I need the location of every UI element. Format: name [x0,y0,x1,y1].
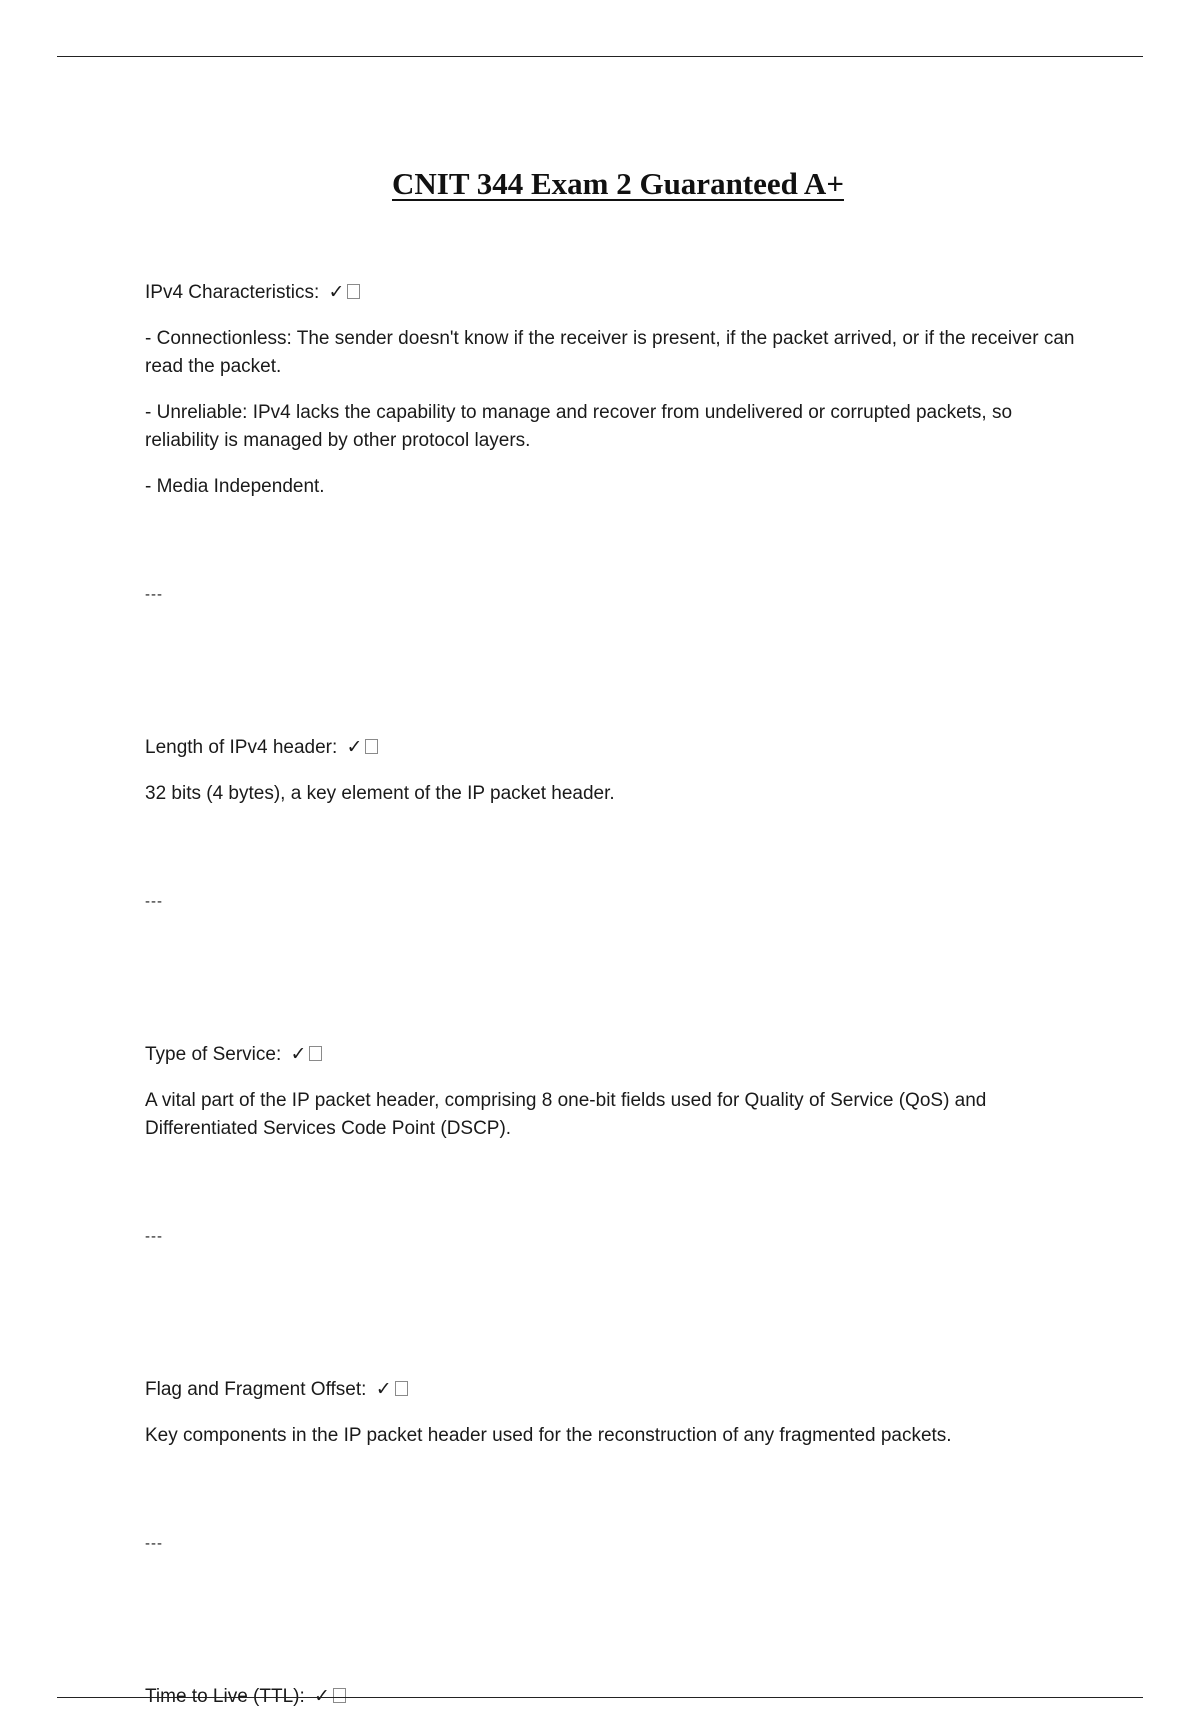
question-label: Time to Live (TTL): [145,1686,305,1707]
check-icon: ✓ [314,1685,330,1707]
checkbox-icon [347,284,360,299]
separator-block [145,1450,1085,1682]
document-body [145,278,1085,1729]
answer-line: - Media Independent. [145,476,325,497]
footer-rule [57,1697,1143,1698]
checkbox-icon [333,1688,346,1703]
separator-block [145,808,1085,1040]
checkbox-icon [309,1046,322,1061]
check-icon: ✓ [346,736,363,758]
answer-line: 32 bits (4 bytes), a key element of the IP packet header. [145,783,615,804]
question-heading [145,1040,1085,1069]
answer-line: - Connectionless: The sender doesn't know if the receiver is present, if the packet arrived, or if the receiver can read the packet. [145,328,1075,377]
question-label: Flag and Fragment Offset: [145,1379,367,1400]
page-title-text: CNIT 344 Exam 2 Guaranteed A+ [392,166,844,201]
separator: --- [145,1228,163,1245]
check-icon: ✓ [375,1378,392,1400]
answer-line: Key components in the IP packet header used for the reconstruction of any fragmented packets. [145,1425,952,1446]
check-icon: ✓ [328,281,345,303]
separator-block [145,1143,1085,1375]
question-label: Type of Service: [145,1044,282,1065]
answer-line: A vital part of the IP packet header, comprising 8 one-bit fields used for Quality of Service (QoS) and Differentiated Services Code Point (DSCP). [145,1090,987,1139]
question-label: IPv4 Characteristics: [145,282,320,303]
question-heading [145,278,1085,307]
question-heading [145,1375,1085,1404]
separator-block [145,501,1085,733]
question-label: Length of IPv4 header: [145,737,338,758]
header-rule [57,56,1143,57]
page-title [0,165,1200,203]
checkbox-icon [365,739,378,754]
checkbox-icon [395,1381,408,1396]
answer-line: - Unreliable: IPv4 lacks the capability to manage and recover from undelivered or corrupted packets, so reliability is managed by other protocol layers. [145,402,1013,451]
check-icon: ✓ [290,1043,307,1065]
separator: --- [145,893,163,910]
separator: --- [145,1535,163,1552]
question-heading [145,733,1085,762]
separator: --- [145,586,163,603]
